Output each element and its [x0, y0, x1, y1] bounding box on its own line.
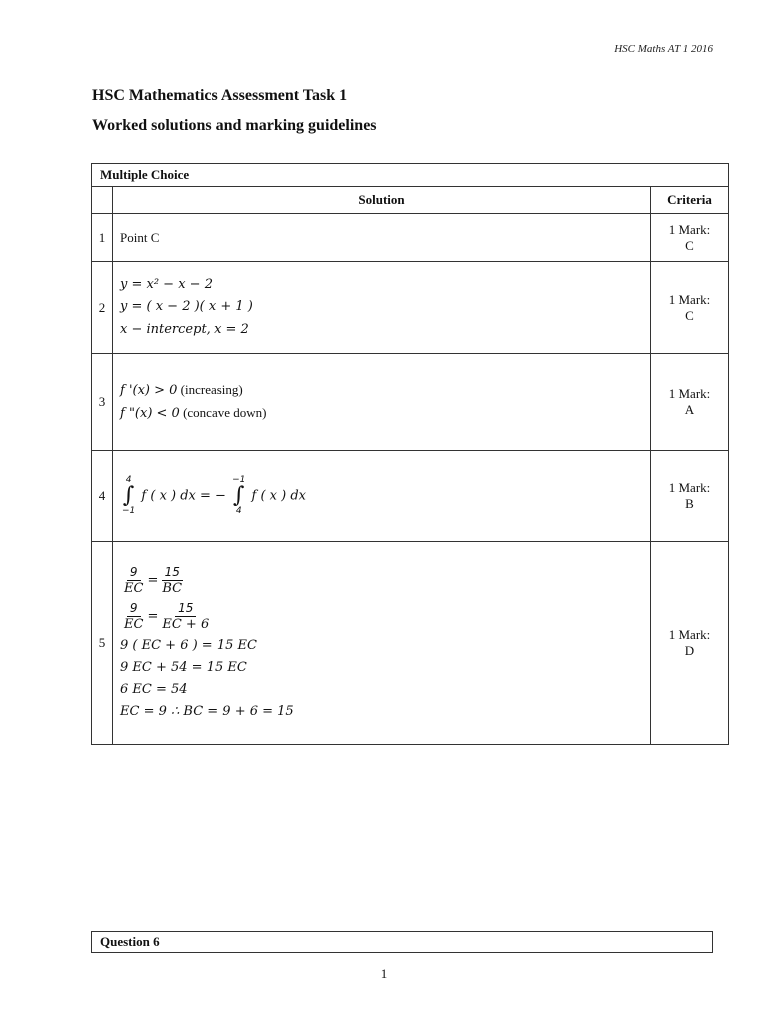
criteria-mark: 1 Mark: — [668, 627, 711, 642]
criteria-cell — [651, 451, 729, 542]
section-heading: Multiple Choice — [92, 164, 729, 187]
question-number: 1 — [92, 214, 113, 262]
lower-limit: 4 — [235, 505, 242, 516]
upper-limit: 4 — [125, 474, 132, 485]
upper-limit: −1 — [232, 474, 246, 485]
denominator: EC + 6 — [162, 617, 210, 632]
denominator: EC — [124, 617, 144, 632]
page-number: 1 — [380, 966, 388, 981]
lower-limit: −1 — [122, 505, 136, 516]
number-column-header — [92, 187, 113, 214]
integral-sign: −1 ∫ 4 — [232, 474, 246, 516]
criteria-answer: A — [684, 402, 695, 417]
question-6-heading: Question 6 — [91, 931, 713, 953]
solution-line: 9 EC + 54 = 15 EC — [120, 660, 247, 675]
criteria-answer: C — [685, 307, 694, 323]
document-title: HSC Mathematics Assessment Task 1 — [92, 87, 348, 104]
question-number: 3 — [92, 354, 113, 451]
criteria-answer: D — [684, 643, 695, 658]
multiple-choice-table — [91, 163, 729, 745]
numerator: 15 — [162, 564, 183, 581]
criteria-mark: 1 Mark: — [668, 221, 711, 237]
solution-cell — [113, 542, 651, 745]
solution-line: 6 EC = 54 — [120, 682, 188, 697]
numerator: 15 — [175, 600, 196, 617]
question-number: 2 — [92, 262, 113, 354]
solution-line: f ( x ) dx = − — [141, 488, 226, 504]
solution-cell — [113, 354, 651, 451]
table-row — [92, 451, 729, 542]
table-row — [92, 262, 729, 354]
criteria-answer: B — [685, 496, 694, 511]
denominator: BC — [162, 581, 183, 596]
criteria-cell — [651, 214, 729, 262]
fraction — [159, 564, 185, 597]
criteria-cell — [651, 262, 729, 354]
criteria-column-header: Criteria — [651, 187, 729, 214]
table-row — [92, 542, 729, 745]
solution-line: 9 ( EC + 6 ) = 15 EC — [120, 638, 257, 653]
question-number: 5 — [92, 542, 113, 745]
fraction — [121, 564, 146, 597]
solution-line: Point C — [120, 229, 160, 245]
table-row — [92, 354, 729, 451]
solution-line: y = x² − x − 2 — [120, 277, 213, 292]
question-number: 4 — [92, 451, 113, 542]
solution-note: (concave down) — [183, 405, 267, 420]
fraction — [159, 600, 212, 633]
criteria-cell — [651, 354, 729, 451]
numerator: 9 — [127, 600, 141, 617]
solution-cell — [113, 262, 651, 354]
solution-line: f "(x) < 0 — [120, 406, 180, 421]
document-subtitle: Worked solutions and marking guidelines — [92, 117, 377, 134]
fraction — [121, 600, 146, 633]
denominator: EC — [124, 581, 144, 596]
criteria-cell — [651, 542, 729, 745]
solution-line: EC = 9 ∴ BC = 9 + 6 = 15 — [120, 704, 294, 719]
solution-cell — [113, 214, 651, 262]
equals-sign: = — [147, 609, 159, 624]
solution-line: f '(x) > 0 — [120, 383, 178, 398]
solution-column-header: Solution — [113, 187, 651, 214]
solution-line: f ( x ) dx — [251, 488, 306, 504]
solution-cell — [113, 451, 651, 542]
integral-sign: 4 ∫ −1 — [122, 474, 136, 516]
criteria-mark: 1 Mark: — [668, 291, 711, 307]
running-header: HSC Maths AT 1 2016 — [614, 43, 713, 55]
table-row — [92, 214, 729, 262]
equals-sign: = — [147, 573, 159, 588]
solution-note: (increasing) — [180, 382, 243, 397]
numerator: 9 — [127, 564, 141, 581]
solution-line: x = 2 — [214, 322, 249, 337]
criteria-mark: 1 Mark: — [668, 386, 711, 401]
solution-line: x − intercept, — [120, 322, 211, 337]
criteria-answer: C — [685, 237, 694, 253]
solution-line: y = ( x − 2 )( x + 1 ) — [120, 299, 253, 314]
criteria-mark: 1 Mark: — [668, 480, 711, 495]
